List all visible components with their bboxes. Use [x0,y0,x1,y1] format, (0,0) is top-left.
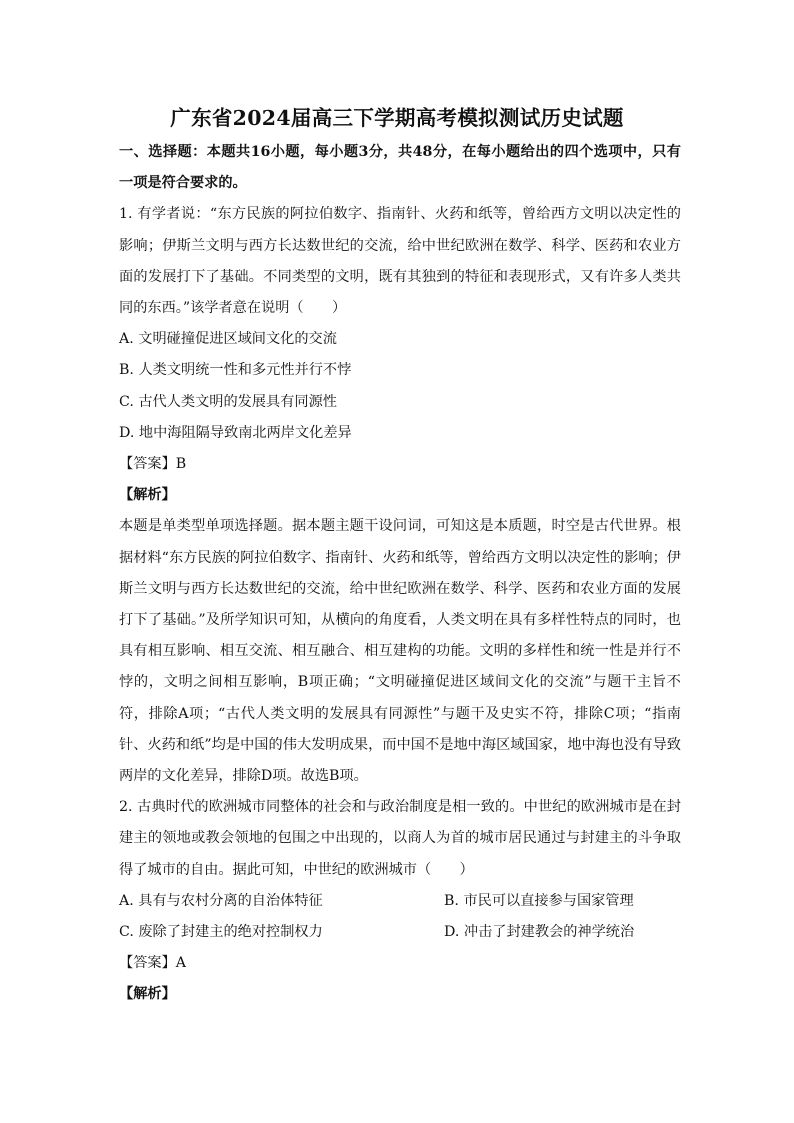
q1-stem-line: 1. 有学者说：“东方民族的阿拉伯数字、指南针、火药和纸等，曾给西方文明以决定性的 [119,206,681,223]
q1-option-d: D. 地中海阻隔导致南北两岸文化差异 [119,424,352,441]
exam-content [119,137,681,1011]
q2-options-row [119,886,681,917]
q1-stem-line: 影响；伊斯兰文明与西方长达数世纪的交流，给中世纪欧洲在数学、科学、医药和农业方 [119,237,681,254]
q2-option-c: C. 废除了封建主的绝对控制权力 [119,924,323,941]
q1-answer: 【答案】B [119,456,187,473]
q1-analysis-line: 打下了基础。”及所学知识可知，从横向的角度看，人类文明在具有多样性特点的同时，也 [119,612,681,629]
q1-analysis-label: 【解析】 [119,487,176,504]
q1-option-b: B. 人类文明统一性和多元性并行不悖 [119,362,352,379]
q1-analysis-line: 据材料“东方民族的阿拉伯数字、指南针、火药和纸等，曾给西方文明以决定性的影响；伊 [119,549,681,566]
q2-option-b: B. 市民可以直接参与国家管理 [444,892,634,909]
q1-analysis-line: 针、火药和纸”均是中国的伟大发明成果，而中国不是地中海区域国家，地中海也没有导致 [119,736,681,753]
q2-option-a: A. 具有与农村分离的自治体特征 [119,892,323,909]
q2-option-d: D. 冲击了封建教会的神学统治 [444,924,635,941]
q1-analysis-line: 斯兰文明与西方长达数世纪的交流，给中世纪欧洲在数学、科学、医药和农业方面的发展 [119,580,681,597]
q1-option-c: C. 古代人类文明的发展具有同源性 [119,393,337,410]
section-instructions-line-2: 一项是符合要求的。 [119,175,247,192]
q1-analysis-line: 本题是单类型单项选择题。据本题主题干设问词，可知这是本质题，时空是古代世界。根 [119,518,681,535]
q2-stem-line: 2. 古典时代的欧洲城市同整体的社会和与政治制度是相一致的。中世纪的欧洲城市是在封 [119,799,681,816]
q2-answer: 【答案】A [119,955,186,972]
q2-analysis-label: 【解析】 [119,986,176,1003]
page-title: 广东省2024届高三下学期高考模拟测试历史试题 [170,106,624,130]
q1-analysis-line: 符，排除A项；“古代人类文明的发展具有同源性”与题干及史实不符，排除C项；“指南 [119,705,681,722]
q2-stem-line: 得了城市的自由。据此可知，中世纪的欧洲城市（ ） [119,861,474,878]
q2-stem-line: 建主的领地或教会领地的包围之中出现的，以商人为首的城市居民通过与封建主的斗争取 [119,830,681,847]
q2-options-row [119,917,681,948]
q1-analysis-line: 具有相互影响、相互交流、相互融合、相互建构的功能。文明的多样性和统一性是并行不 [119,643,681,660]
q1-analysis-line: 两岸的文化差异，排除D项。故选B项。 [119,768,368,785]
q1-stem-line: 面的发展打下了基础。不同类型的文明，既有其独到的特征和表现形式，又有许多人类共 [119,268,681,285]
q1-option-a: A. 文明碰撞促进区域间文化的交流 [119,331,337,348]
q1-stem-line: 同的东西。”该学者意在说明（ ） [119,300,347,317]
q1-analysis-line: 悖的，文明之间相互影响，B项正确；“文明碰撞促进区域间文化的交流”与题干主旨不 [119,674,681,691]
section-instructions-line-1: 一、选择题：本题共16小题，每小题3分，共48分，在每小题给出的四个选项中，只有 [119,144,681,160]
